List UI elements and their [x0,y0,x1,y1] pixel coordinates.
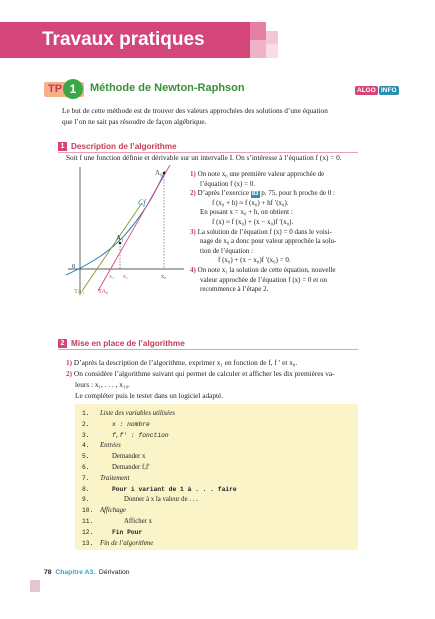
algo-line-number: 4. [82,442,90,450]
algo-line [82,506,126,515]
banner-decor-square [266,31,278,44]
step-line: f (x₀) + (x − x₀)f ′(x₀) = 0. [218,256,291,265]
algo-line [82,474,129,483]
algo-line-text: f,f′ : fonction [112,431,169,439]
intro-line: Le but de cette méthode est de trouver des valeurs approchées des solutions d’une équation [62,106,328,115]
tp-badge-label: TP [48,83,63,95]
intro-paragraph [62,105,392,127]
section2-badge: 2 [58,339,67,348]
algo-line-number: 11. [82,518,94,525]
steps-list [190,170,360,295]
curve-cf [66,171,165,275]
exercise-link[interactable]: 83 [251,191,259,198]
section1-badge: 1 [58,142,67,151]
algo-line-text: Traitement [100,474,130,482]
chapter-label: Chapitre A3. [55,569,96,576]
section2-questions [66,357,391,401]
algo-line-number: 8. [82,485,90,493]
algorithm-box [75,404,358,550]
step-line: 1) On note x₀ une première valeur approchée de [190,170,325,178]
step-line: En posant x = x₀ + h, on obtient : [200,208,293,217]
ta0-label: TA₀ [98,288,109,295]
step-line: l’équation f (x) = 0. [200,179,256,188]
banner-decor-square [266,44,278,58]
step-line: f (x₀ + h) ≈ f (x₀) + hf ′(x₀). [212,198,289,207]
algo-line [82,485,237,494]
algo-line [82,539,153,548]
point-a0 [163,172,166,175]
algo-line-text: Afficher x [124,518,152,525]
a1-label: A₁ [116,234,124,242]
algo-line [82,517,152,526]
ta1-label: TA₁ [74,288,85,295]
section1-intro: Soit f une fonction définie et dérivable sur un intervalle I. On s’intéresse à l’équation f (x) = 0. [66,153,342,162]
cf-label: Cf [138,198,146,207]
x0-label: x₀ [161,274,167,280]
section1-title: Description de l’algorithme [71,142,177,151]
algo-line [82,441,121,450]
algo-line-number: 2. [82,420,90,428]
step-line: nage de x₀ a donc pour valeur approchée la solu- [200,237,337,246]
section2-title: Mise en place de l’algorithme [71,339,185,348]
algo-line-text: Liste des variables utilisées [100,410,175,417]
algo-line-text: Pour i variant de 1 à . . . faire [112,485,237,493]
question-2: 2) On considère l’algorithme suivant qui permet de calculer et afficher les dix premières va- [66,369,335,378]
algo-line [82,495,198,504]
x2-label: x₂ [109,274,115,280]
algo-line-text: Affichage [100,507,127,515]
algo-line-number: 12. [82,528,94,536]
step-line: f (x) ≈ f (x₀) + (x − x₀)f ′(x₀). [212,217,294,226]
algo-line [82,409,175,418]
algo-line [82,452,145,461]
algo-line-number: 9. [82,496,90,504]
point-a1 [119,242,122,245]
question-1: 1) D’après la description de l’algorithme, exprimer x₁ en fonction de f, f ′ et x₀. [66,358,298,367]
algo-line [82,420,150,429]
step-line: 2) D’après l’exercice 83 p. 75, pour h proche de 0 : [190,189,335,198]
algo-line-text: Fin de l’algorithme [100,539,154,547]
algo-line-text: Demander x [112,453,146,461]
info-tag: INFO [381,87,397,94]
algo-line-number: 7. [82,474,90,482]
origin-label: 0 [72,263,76,270]
algo-line-text: x : nombre [112,420,150,428]
question-2-cont: Le compléter puis le tester dans un logiciel adapté. [75,391,224,400]
algo-line-number: 1. [82,410,90,417]
algo-line [82,463,150,472]
algo-line-text: Donner à x la valeur de . . . [124,496,198,504]
algo-line [82,528,142,537]
page-footer [44,569,130,576]
algo-tag: ALGO [357,87,376,94]
algo-line-number: 5. [82,453,90,461]
algo-line-number: 10. [82,507,94,515]
chapter-topic: Dérivation [98,569,130,576]
step-line: tion de l’équation : [200,246,254,255]
tp-title: Méthode de Newton-Raphson [90,82,245,94]
step-line: valeur approchée de l’équation f (x) = 0 et on [200,275,327,284]
step-line: 4) On note x₁ la solution de cette équation, nouvelle [190,265,336,274]
banner-decor-square [250,22,266,40]
step-line: 3) La solution de l’équation f (x) = 0 dans le voisi- [190,227,332,236]
algo-line-text: Entrées [100,442,121,450]
algo-line-number: 13. [82,539,94,547]
page-number: 78 [44,569,52,576]
x1-label: x₁ [123,274,129,280]
section2-rule [58,349,358,350]
a0-label: A₀ [155,169,163,177]
intro-line: que l’on ne sait pas résoudre de façon algébrique. [62,117,207,126]
page-banner [0,22,435,58]
page-title: Travaux pratiques [42,29,205,50]
banner-decor-square [250,40,266,58]
algo-line-text: Demander f,f′ [112,464,150,471]
algo-line [82,431,169,440]
newton-diagram [62,163,187,298]
algo-line-number: 3. [82,431,90,439]
algo-line-number: 6. [82,464,90,471]
footer-decor-square [30,580,40,592]
algo-line-text: Fin Pour [112,528,143,536]
step-line: recommence à l’étape 2. [200,285,269,294]
tp-number: 1 [63,79,83,99]
tangent-a0 [98,165,170,291]
question-2-cont: leurs : x₁, . . . , x₁₀. [75,380,130,389]
